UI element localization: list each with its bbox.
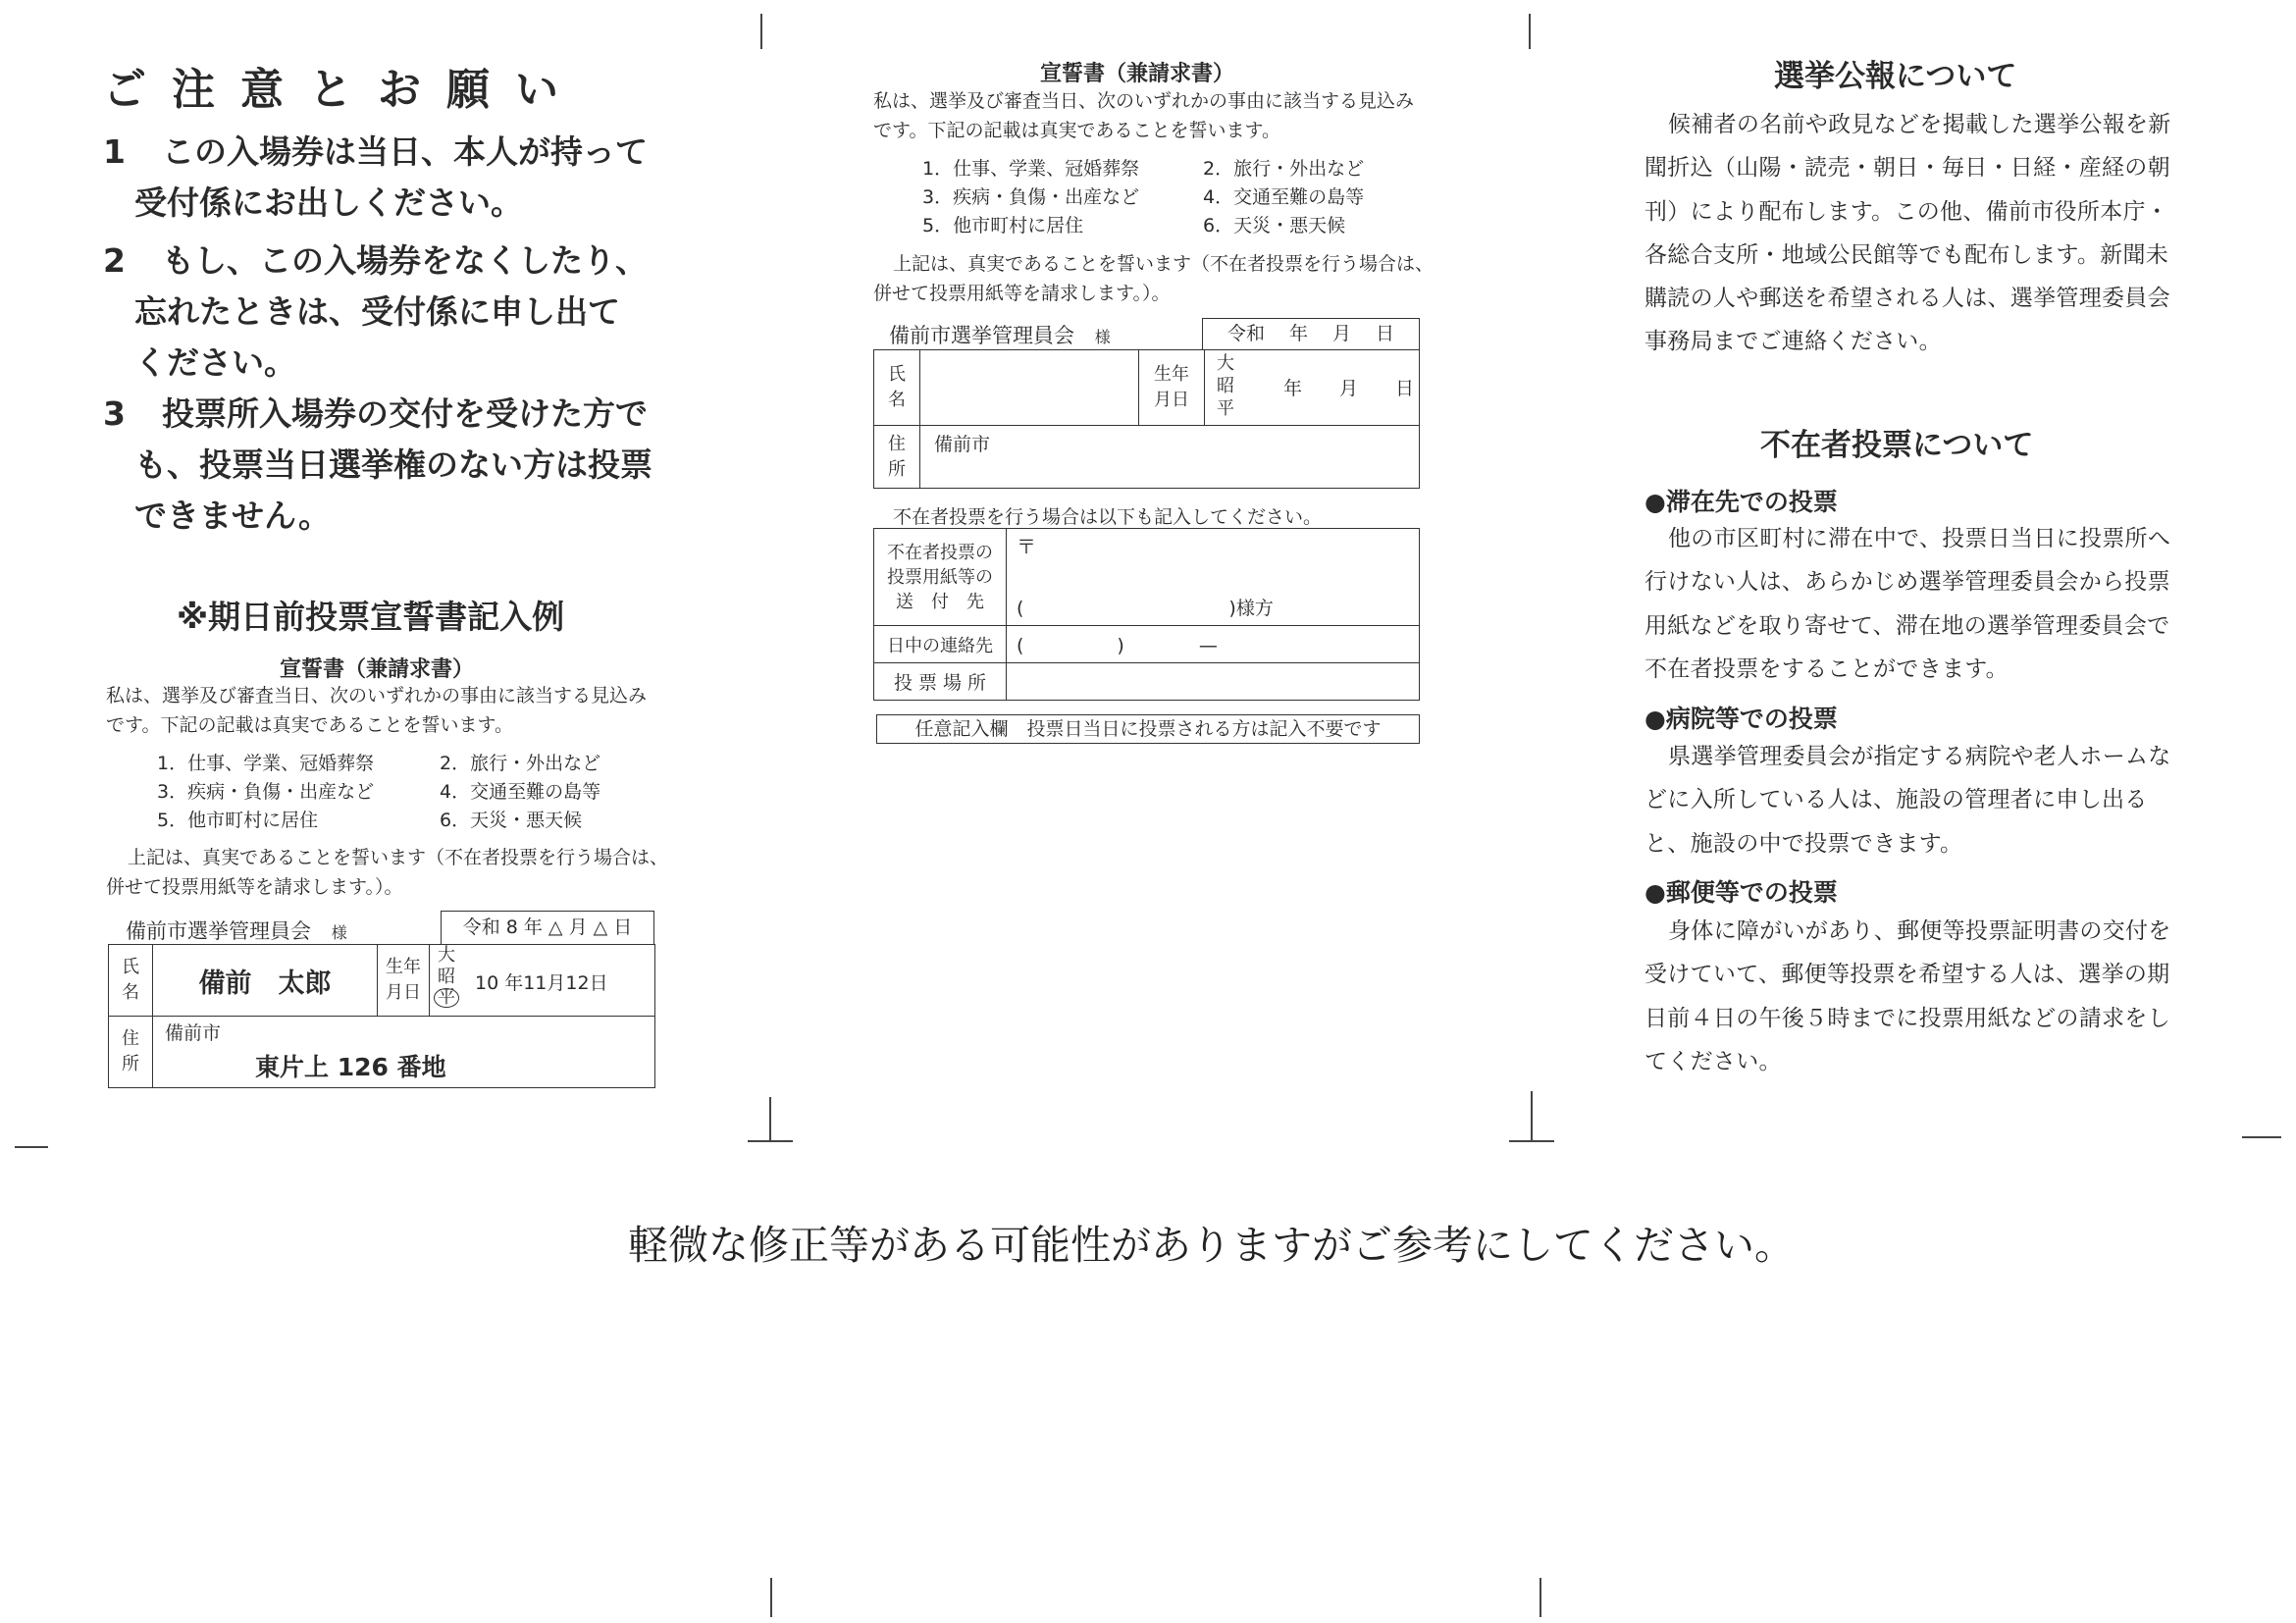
reason-item: 2．旅行・外出など — [1203, 158, 1365, 180]
example-date-box: 令和 8 年 △ 月 △ 日 — [441, 911, 654, 944]
intro-line: 私は、選挙及び審査当日、次のいずれかの事由に該当する見込み — [106, 685, 648, 707]
label-char: 月日 — [1154, 390, 1189, 410]
reason-item: 2．旅行・外出など — [440, 753, 601, 774]
birth-value-cell — [430, 945, 655, 1017]
date-box[interactable]: 令和 年 月 日 — [1202, 318, 1420, 349]
example-declaration-title: 宣誓書（兼請求書） — [280, 657, 475, 682]
reason-item: 3．疾病・負傷・出産など — [922, 186, 1140, 208]
intro-line: です。下記の記載は真実であることを誓います。 — [873, 120, 1280, 141]
example-heading: ※期日前投票宣誓書記入例 — [177, 598, 565, 636]
place-field[interactable] — [1007, 663, 1420, 701]
section-text-mail: 身体に障がいがあり、郵便等投票証明書の交付を受けていて、郵便等投票を希望する人は、選挙の期日前４日の午後５時までに投票用紙などの請求をしてください。 — [1644, 918, 2171, 1074]
label-char: 生年 — [1154, 364, 1189, 385]
note-item-3 — [103, 389, 672, 542]
postal-mark-icon: 〒 — [1017, 535, 1036, 558]
fold-mark — [1531, 1091, 1533, 1142]
label-line: 不在者投票の — [887, 542, 993, 563]
address-label-cell — [874, 426, 920, 489]
era-option[interactable]: 昭 — [1217, 376, 1234, 396]
address-label-cell — [109, 1017, 153, 1088]
era-option: 昭 — [438, 967, 455, 987]
label-line: 投票用紙等の — [887, 566, 993, 588]
note-number: 2 — [103, 241, 126, 280]
section-title-mail: ●郵便等での投票 — [1644, 878, 1838, 907]
reason-item: 6．天災・悪天候 — [1203, 215, 1346, 236]
optional-field-box: 任意記入欄 投票日当日に投票される方は記入不要です — [876, 714, 1420, 744]
send-label-cell — [874, 529, 1007, 626]
note-line: 忘れたときは、受付係に申し出て — [134, 292, 620, 331]
declaration-intro — [873, 86, 1442, 145]
name-label-cell — [874, 350, 920, 426]
intro-line: です。下記の記載は真実であることを誓います。 — [106, 714, 513, 736]
koho-text: 候補者の名前や政見などを掲載した選挙公報を新聞折込（山陽・読売・朝日・毎日・日経・産経の朝刊）により配布します。この他、備前市役所本庁・各総合支所・地域公民館等でも配布します。新聞未購読の人や郵送を希望される人は、選挙管理委員会事務局までご連絡ください。 — [1644, 112, 2171, 355]
reason-item: 4．交通至難の島等 — [440, 781, 601, 803]
note-item-1 — [103, 127, 672, 229]
label-char: 名 — [888, 390, 906, 410]
note-line: 受付係にお出しください。 — [134, 183, 523, 222]
label-char: 所 — [122, 1054, 139, 1074]
section-text-hospital: 県選挙管理委員会が指定する病院や老人ホームなどに入所している人は、施設の管理者に申し出ると、施設の中で投票できます。 — [1644, 744, 2171, 857]
name-field[interactable] — [920, 350, 1139, 426]
oath-line: 併せて投票用紙等を請求します。）。 — [873, 283, 1171, 304]
label-char: 名 — [122, 982, 139, 1003]
label-char: 氏 — [888, 364, 906, 385]
koho-title: 選挙公報について — [1774, 59, 2017, 94]
notes-title: ご注意とお願い — [103, 65, 584, 115]
birth-blank: 年 月 日 — [1283, 378, 1415, 399]
birth-field[interactable] — [1205, 350, 1420, 426]
fold-mark — [770, 1578, 772, 1617]
note-item-2 — [103, 236, 672, 389]
note-line: この入場券は当日、本人が持って — [162, 132, 648, 171]
contact-label: 日中の連絡先 — [874, 626, 1007, 663]
era-option[interactable]: 平 — [1217, 398, 1234, 419]
addressee-text: 備前市選挙管理員会 — [889, 324, 1074, 347]
note-number: 1 — [103, 132, 126, 171]
label-char: 生年 — [386, 957, 421, 977]
label-char: 住 — [122, 1028, 139, 1049]
send-address-field[interactable] — [1007, 529, 1420, 626]
intro-line: 私は、選挙及び審査当日、次のいずれかの事由に該当する見込み — [873, 90, 1415, 112]
declaration-oath — [873, 249, 1452, 308]
send-paren: ( )様方 — [1017, 598, 1274, 619]
fold-mark — [769, 1097, 771, 1142]
era-option-circled: 平 — [434, 988, 459, 1008]
sama-text: 様 — [331, 923, 347, 942]
reason-item: 5．他市町村に居住 — [157, 810, 319, 831]
fold-mark — [15, 1146, 48, 1148]
name-label-cell — [109, 945, 153, 1017]
name-value: 備前 太郎 — [153, 945, 378, 1017]
birth-label-cell — [378, 945, 430, 1017]
address-value-cell — [153, 1017, 655, 1088]
note-line: 投票所入場券の交付を受けた方で — [162, 394, 648, 433]
addressee — [889, 320, 1111, 349]
address-value: 東片上 126 番地 — [255, 1053, 446, 1081]
oath-line: 併せて投票用紙等を請求します。）。 — [106, 876, 403, 898]
note-line: ください。 — [134, 343, 296, 382]
declaration-form — [873, 349, 1420, 489]
oath-line: 上記は、真実であることを誓います（不在者投票を行う場合は、 — [893, 253, 1435, 275]
fold-mark — [748, 1140, 793, 1142]
label-char: 氏 — [122, 957, 139, 977]
address-field[interactable] — [920, 426, 1420, 489]
era-list — [1217, 352, 1234, 420]
address-city: 備前市 — [165, 1022, 222, 1044]
fold-mark — [1509, 1140, 1554, 1142]
addressee-text: 備前市選挙管理員会 — [126, 919, 311, 943]
fuzai-title: 不在者投票について — [1760, 428, 2034, 463]
era-option[interactable]: 大 — [1217, 353, 1234, 374]
era-option: 大 — [438, 945, 455, 966]
era-list — [438, 945, 459, 1008]
birth-label-cell — [1139, 350, 1205, 426]
reason-item: 1．仕事、学業、冠婚葬祭 — [922, 158, 1140, 180]
label-char: 所 — [888, 458, 906, 480]
note-line: できません。 — [134, 497, 331, 535]
example-form — [108, 944, 655, 1088]
birth-value: 10 年11月12日 — [475, 972, 608, 994]
example-addressee — [126, 916, 347, 945]
example-intro — [106, 681, 675, 740]
note-line: もし、この入場券をなくしたり、 — [162, 241, 648, 280]
example-reasons — [157, 750, 667, 838]
oath-line: 上記は、真実であることを誓います（不在者投票を行う場合は、 — [128, 847, 669, 868]
reason-item: 6．天災・悪天候 — [440, 810, 583, 831]
label-line: 送 付 先 — [896, 591, 984, 612]
contact-field[interactable]: ( ) — — [1007, 626, 1420, 663]
absentee-note: 不在者投票を行う場合は以下も記入してください。 — [893, 506, 1323, 528]
fold-mark — [1539, 1578, 1541, 1617]
reason-item: 5．他市町村に居住 — [922, 215, 1084, 236]
section-title-hospital: ●病院等での投票 — [1644, 705, 1838, 733]
address-city: 備前市 — [934, 434, 991, 455]
reason-item: 4．交通至難の島等 — [1203, 186, 1365, 208]
place-label: 投 票 場 所 — [874, 663, 1007, 701]
fold-mark — [760, 14, 762, 49]
declaration-title: 宣誓書（兼請求書） — [1040, 62, 1235, 86]
fold-mark — [2242, 1136, 2281, 1138]
section-text-stay: 他の市区町村に滞在中で、投票日当日に投票所へ行けない人は、あらかじめ選挙管理委員会から投票用紙などを取り寄せて、滞在地の選挙管理委員会で不在者投票をすることができます。 — [1644, 526, 2171, 682]
revision-notice: 軽微な修正等がある可能性がありますがご参考にしてください。 — [628, 1222, 1795, 1269]
absentee-form — [873, 528, 1420, 701]
reason-item: 3．疾病・負傷・出産など — [157, 781, 375, 803]
label-char: 住 — [888, 433, 906, 454]
note-line: も、投票当日選挙権のない方は投票 — [134, 445, 652, 484]
fold-mark — [1529, 14, 1531, 49]
example-oath — [106, 843, 685, 902]
sama-text: 様 — [1094, 328, 1111, 346]
label-char: 月日 — [386, 982, 421, 1003]
reason-item: 1．仕事、学業、冠婚葬祭 — [157, 753, 375, 774]
section-title-stay: ●滞在先での投票 — [1644, 488, 1838, 516]
note-number: 3 — [103, 394, 126, 433]
declaration-reasons — [922, 155, 1433, 243]
